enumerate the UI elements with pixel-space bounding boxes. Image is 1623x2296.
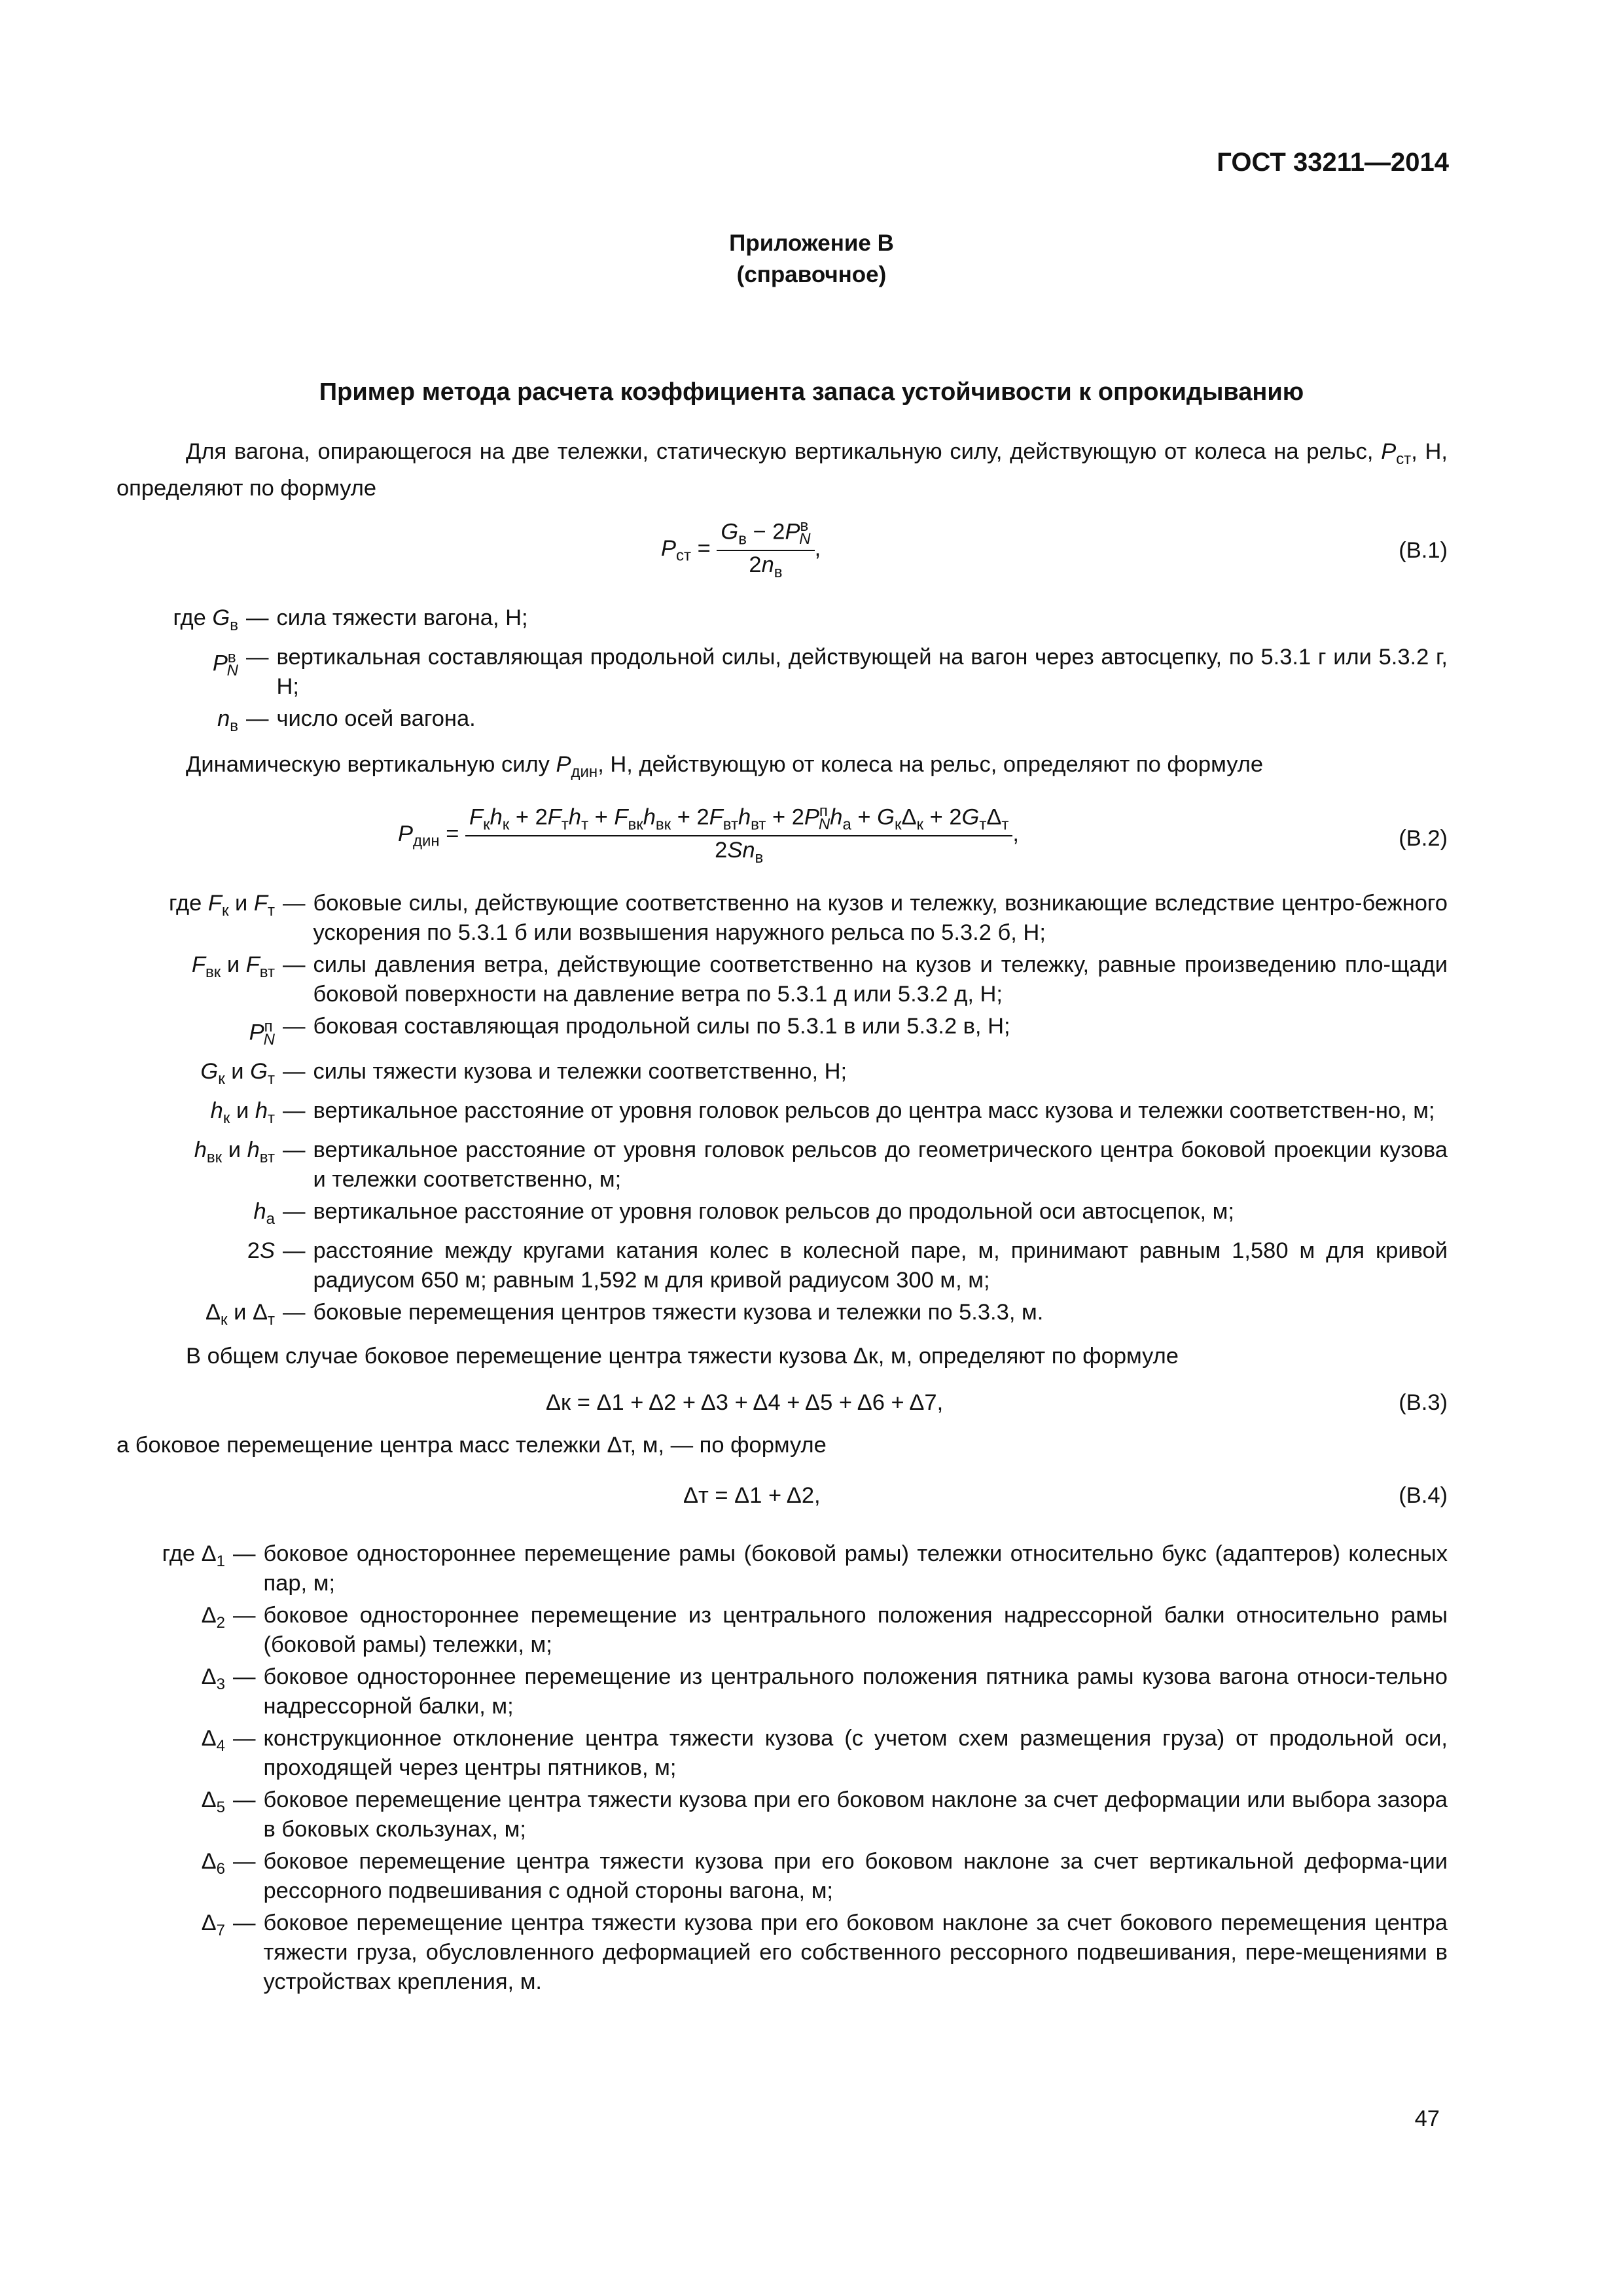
definition-text: вертикальное расстояние от уровня головок рельсов до геометрического центра боковой проекции кузова и тележки соответственно, м; [313, 1138, 1448, 1193]
equation-b3: Δк = Δ1 + Δ2 + Δ3 + Δ4 + Δ5 + Δ6 + Δ7, [546, 1390, 944, 1415]
fraction [465, 802, 1012, 867]
fraction-denominator: $2n_в$ [749, 552, 783, 582]
definition-item [116, 1601, 1448, 1660]
equation-b2: $P_{дин}$ = $\frac{F_кh_к + 2F_тh_т + F_{вк}h_{вк} + 2F_{вт}h_{вт} + 2P^п_Nh_а + G_к\Delta_к + 2G_т\Delta_т}{2Sn_в}$ , [398, 802, 1020, 867]
definition-term: $h_к$ и $h_т$ [210, 1098, 275, 1128]
definition-term: где $G_в$ [173, 605, 238, 634]
fraction-numerator: $G_в - 2P^в_N$ [717, 517, 814, 551]
intro-text-end: , Н, действующую от колеса на рельс, определяют по формуле [597, 752, 1264, 777]
definition-text: вертикальное расстояние от уровня головок рельсов до продольной оси автосцепок, м; [313, 1199, 1234, 1225]
annex-status: (справочное) [736, 262, 887, 287]
standard-designation: ГОСТ 33211—2014 [1217, 148, 1449, 177]
definition-item [116, 704, 1448, 741]
equation-b4: Δт = Δ1 + Δ2, [683, 1483, 821, 1508]
definitions-list-1 [116, 603, 1448, 744]
symbol-subscript: ст [1396, 450, 1412, 468]
definition-item [116, 1724, 1448, 1783]
fraction [717, 517, 814, 582]
definition-term: где $\Delta_1$ [162, 1541, 225, 1570]
definition-text: боковое одностороннее перемещение рамы (боковой рамы) тележки относительно букс (адаптеров) колесных пар, м; [263, 1541, 1448, 1596]
dash: — [246, 644, 269, 670]
dash: — [233, 1603, 256, 1628]
definition-item [116, 889, 1448, 948]
fraction-numerator: $F_кh_к + 2F_тh_т + F_{вк}h_{вк} + 2F_{вт}h_{вт} + 2P^п_Nh_а + G_к\Delta_к + 2G_т\Delta_т$ [465, 802, 1012, 836]
symbol: P [1381, 439, 1397, 464]
definition-text: расстояние между кругами катания колес в колесной паре, м, принимают равным 1,580 м для кривой радиусом 650 м; равным 1,592 м для кривой радиусом 300 м, м; [313, 1238, 1448, 1293]
definition-item [116, 643, 1448, 702]
dash: — [283, 1300, 306, 1325]
equation-number-b1: (В.1) [1399, 538, 1448, 563]
intro-text: а боковое перемещение центра масс тележки Δт, м, — по формуле [116, 1433, 827, 1458]
definition-term: $G_к$ и $G_т$ [200, 1059, 275, 1088]
equation-number-b4: (В.4) [1399, 1483, 1448, 1508]
dash: — [283, 1098, 306, 1124]
eq-lhs-subscript: ст [676, 547, 692, 565]
definition-text: число осей вагона. [276, 706, 476, 731]
annex-heading [0, 228, 1623, 291]
definition-text: боковое перемещение центра тяжести кузова при его боковом наклоне за счет деформации или выбора зазора в боковых скользунах, м; [263, 1787, 1448, 1842]
fraction-denominator: $2Sn_в$ [715, 838, 764, 867]
definition-item [116, 1298, 1448, 1335]
definition-text: боковые силы, действующие соответственно на кузов и тележку, возникающие вследствие центро-бежного ускорения по 5.3.1 б или возвышения наружного рельса по 5.3.2 б, Н; [313, 891, 1448, 945]
intro-text: Для вагона, опирающегося на две тележки, статическую вертикальную силу, действующую от колеса на рельс, [186, 439, 1382, 464]
dash: — [283, 1014, 306, 1039]
definition-text: боковая составляющая продольной силы по 5.3.1 в или 5.3.2 в, Н; [313, 1014, 1010, 1039]
intro-paragraph-2 [116, 750, 1448, 787]
definition-term: $\Delta_3$ [201, 1664, 225, 1693]
definition-item [116, 1236, 1448, 1295]
dash: — [283, 1199, 306, 1225]
symbol: P [556, 752, 571, 777]
intro-paragraph-1 [116, 437, 1448, 503]
definition-term: $P^в_N$ [212, 648, 238, 680]
symbol-subscript: дин [571, 762, 598, 781]
definition-term: $F_{вк}$ и $F_{вт}$ [191, 952, 275, 981]
dash: — [283, 1138, 306, 1163]
definition-text: конструкционное отклонение центра тяжести кузова (с учетом схем размещения груза) от продольной оси, проходящей через центры пятников, м; [263, 1726, 1448, 1780]
definition-term: $h_а$ [253, 1199, 275, 1229]
equation-number-b2: (В.2) [1399, 826, 1448, 851]
definition-item [116, 1909, 1448, 1997]
equation-b1: $P_{ст}$ = $\frac{G_в - 2P^в_N}{2n_в}$ , [661, 517, 821, 582]
intro-text: В общем случае боковое перемещение центра тяжести кузова Δк, м, определяют по формуле [186, 1344, 1179, 1369]
definition-text: боковое одностороннее перемещение из центрального положения надрессорной балки относительно рамы (боковой рамы) тележки, м; [263, 1603, 1448, 1657]
definition-term: $\Delta_к$ и $\Delta_т$ [205, 1300, 275, 1329]
definition-text: боковое перемещение центра тяжести кузова при его боковом наклоне за счет бокового перемещения центра тяжести груза, обусловленного деформацией его собственного рессорного подвешивания, пере-мещениями в устройствах крепления, м. [263, 1910, 1448, 1994]
definition-term: $h_{вк}$ и $h_{вт}$ [194, 1138, 275, 1167]
definition-text: вертикальная составляющая продольной силы, действующей на вагон через автосцепку, по 5.3.1 г или 5.3.2 г, Н; [276, 644, 1448, 699]
definition-term: $\Delta_5$ [201, 1787, 225, 1816]
definition-item [116, 1539, 1448, 1598]
definition-term: $\Delta_7$ [201, 1910, 225, 1939]
definition-item [116, 950, 1448, 1009]
definition-text: вертикальное расстояние от уровня головок рельсов до центра масс кузова и тележки соответствен-но, м; [313, 1098, 1435, 1124]
definition-term: где $F_к$ и $F_т$ [168, 891, 275, 920]
definition-text: сила тяжести вагона, Н; [276, 605, 528, 630]
page-number: 47 [1414, 2106, 1440, 2131]
dash: — [233, 1787, 256, 1812]
definitions-list-2 [116, 889, 1448, 1337]
dash: — [283, 1059, 306, 1085]
definitions-list-3 [116, 1539, 1448, 2000]
definition-item [116, 1057, 1448, 1094]
definition-term: $\Delta_2$ [201, 1603, 225, 1632]
dash: — [246, 706, 269, 731]
definition-item [116, 1847, 1448, 1906]
eq-lhs-symbol: P [661, 535, 677, 561]
dash: — [283, 891, 306, 916]
definition-text: боковые перемещения центров тяжести кузова и тележки по 5.3.3, м. [313, 1300, 1044, 1325]
definition-term: $\Delta_4$ [201, 1726, 225, 1755]
intro-text: Динамическую вертикальную силу [186, 752, 556, 777]
dash: — [233, 1664, 256, 1689]
definition-text: силы давления ветра, действующие соответственно на кузов и тележку, равные произведению пло-щади боковой поверхности на давление ветра по 5.3.1 д или 5.3.2 д, Н; [313, 952, 1448, 1007]
intro-paragraph-3 [116, 1342, 1448, 1371]
annex-title: Пример метода расчета коэффициента запаса устойчивости к опрокидыванию [319, 378, 1304, 406]
dash: — [233, 1541, 256, 1566]
definition-text: силы тяжести кузова и тележки соответственно, Н; [313, 1059, 847, 1085]
definition-item [116, 1785, 1448, 1844]
dash: — [233, 1910, 256, 1935]
definition-item [116, 1096, 1448, 1133]
dash: — [233, 1849, 256, 1874]
definition-item [116, 1197, 1448, 1234]
definition-item [116, 1012, 1448, 1054]
annex-label: Приложение В [729, 230, 894, 256]
definition-item [116, 603, 1448, 640]
definition-item [116, 1662, 1448, 1721]
definition-item [116, 1136, 1448, 1194]
definition-term: $n_в$ [217, 706, 238, 735]
dash: — [283, 1238, 306, 1264]
definition-term: 2S [247, 1238, 275, 1264]
dash: — [246, 605, 269, 630]
definition-term: $P^п_N$ [249, 1018, 275, 1049]
definition-text: боковое одностороннее перемещение из центрального положения пятника рамы кузова вагона относи-тельно надрессорной балки, м; [263, 1664, 1448, 1719]
dash: — [283, 952, 306, 977]
intro-paragraph-4 [116, 1431, 1448, 1460]
equation-number-b3: (В.3) [1399, 1390, 1448, 1415]
dash: — [233, 1726, 256, 1751]
definition-term: $\Delta_6$ [201, 1849, 225, 1878]
intro-text-end: , Н, определяют по формуле [116, 439, 1448, 501]
definition-text: боковое перемещение центра тяжести кузова при его боковом наклоне за счет вертикальной деформа-ции рессорного подвешивания с одной стороны вагона, м; [263, 1849, 1448, 1903]
